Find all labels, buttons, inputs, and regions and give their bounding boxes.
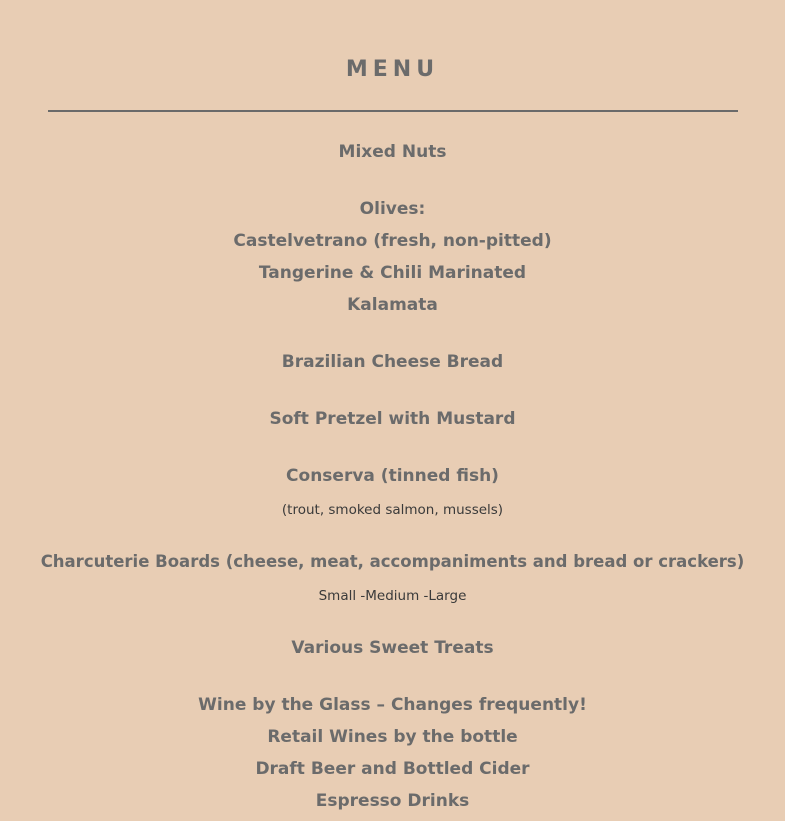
menu-item-conserva-note: (trout, smoked salmon, mussels) — [281, 502, 504, 518]
menu-item-pretzel: Soft Pretzel with Mustard — [269, 409, 516, 429]
menu-item-olive-kalamata: Kalamata — [347, 295, 438, 315]
menu-item-beer-cider: Draft Beer and Bottled Cider — [255, 759, 530, 779]
menu-item-retail-wines: Retail Wines by the bottle — [267, 727, 518, 747]
menu-item-conserva: Conserva (tinned fish) — [286, 466, 499, 486]
menu-item-cheese-bread: Brazilian Cheese Bread — [281, 352, 504, 372]
menu-item-espresso: Espresso Drinks — [315, 791, 470, 811]
menu-item-olives-heading: Olives: — [359, 199, 426, 219]
menu-item-wine-glass: Wine by the Glass – Changes frequently! — [198, 695, 587, 715]
menu-item-sweet-treats: Various Sweet Treats — [291, 638, 494, 658]
title-divider — [48, 110, 738, 112]
menu-title: MENU — [345, 57, 440, 82]
menu-item-olive-castelvetrano: Castelvetrano (fresh, non-pitted) — [233, 231, 552, 251]
menu-item-charcuterie-sizes: Small -Medium -Large — [318, 588, 467, 604]
menu-item-mixed-nuts: Mixed Nuts — [338, 142, 447, 162]
menu-item-olive-tangerine: Tangerine & Chili Marinated — [258, 263, 527, 283]
menu-item-charcuterie: Charcuterie Boards (cheese, meat, accompaniments and bread or crackers) — [40, 552, 745, 571]
